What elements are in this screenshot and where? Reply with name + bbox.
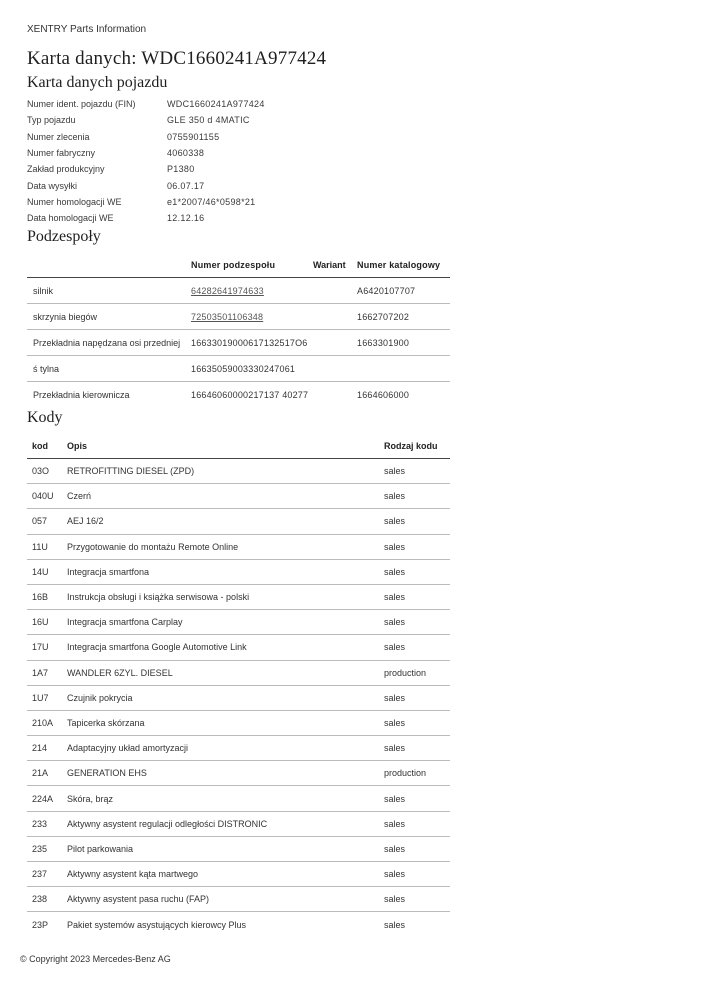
code-description: RETROFITTING DIESEL (ZPD) [67, 466, 195, 477]
code-type: sales [384, 592, 406, 603]
code-type: production [384, 768, 427, 779]
catalog-number: A6420107707 [357, 285, 416, 296]
table-row [27, 912, 450, 937]
code-description: Aktywny asystent regulacji odległości DISTRONIC [67, 818, 268, 829]
table-row [27, 686, 450, 711]
code-value: 16B [32, 592, 49, 603]
component-name: skrzynia biegów [33, 311, 98, 322]
code-type: sales [384, 541, 406, 552]
codes-table-header [27, 433, 450, 459]
code-value: 23P [32, 919, 49, 930]
info-value: 0755901155 [167, 131, 220, 142]
code-type: sales [384, 843, 406, 854]
catalog-number: 1663301900 [357, 337, 410, 348]
code-description: Integracja smartfona Carplay [67, 617, 183, 628]
code-value: 1U7 [32, 692, 49, 703]
components-table [27, 252, 450, 407]
info-value: 06.07.17 [167, 180, 205, 191]
table-row [27, 862, 450, 887]
code-value: 11U [32, 541, 48, 552]
page-title: Karta danych: WDC1660241A977424 [27, 48, 327, 69]
part-number: 16633019000617132517O6 [191, 337, 308, 348]
table-row [27, 610, 450, 635]
table-row [27, 585, 450, 610]
vehicle-info-list [27, 96, 427, 226]
code-type: sales [384, 894, 406, 905]
info-label: Numer ident. pojazdu (FIN) [27, 99, 136, 110]
info-value: GLE 350 d 4MATIC [167, 115, 250, 126]
component-name: Przekładnia napędzana osi przedniej [33, 337, 181, 348]
table-row [27, 535, 450, 560]
info-label: Data homologacji WE [27, 213, 114, 224]
table-row [27, 278, 450, 304]
part-number: 16646060000217137 40277 [191, 389, 309, 400]
info-label: Numer fabryczny [27, 148, 96, 159]
catalog-number: 1664606000 [357, 389, 410, 400]
catalog-number: 1662707202 [357, 311, 410, 322]
column-header-variant: Wariant [313, 259, 346, 270]
table-row [27, 304, 450, 330]
info-label: Numer zlecenia [27, 131, 90, 142]
code-type: production [384, 667, 427, 678]
code-value: 224A [32, 793, 54, 804]
table-row [27, 459, 450, 484]
table-row [27, 356, 450, 382]
code-description: GENERATION EHS [67, 768, 147, 779]
code-description: WANDLER 6ZYL. DIESEL [67, 667, 173, 678]
code-type: sales [384, 818, 406, 829]
column-header-code-type: Rodzaj kodu [384, 440, 438, 451]
table-row [27, 711, 450, 736]
code-type: sales [384, 869, 406, 880]
table-row [27, 837, 450, 862]
code-description: Czujnik pokrycia [67, 692, 133, 703]
copyright-footer: © Copyright 2023 Mercedes-Benz AG [20, 954, 171, 964]
code-value: 057 [32, 516, 48, 527]
table-row [27, 484, 450, 509]
code-type: sales [384, 617, 406, 628]
table-row [27, 761, 450, 786]
code-description: Adaptacyjny układ amortyzacji [67, 743, 189, 754]
code-type: sales [384, 466, 406, 477]
code-description: Instrukcja obsługi i książka serwisowa - polski [67, 592, 250, 603]
column-header-description: Opis [67, 440, 88, 451]
part-number-link[interactable]: 72503501106348 [191, 311, 264, 322]
column-header-catalog-number: Numer katalogowy [357, 259, 441, 270]
component-name: ś tylna [33, 363, 60, 374]
code-value: 14U [32, 566, 49, 577]
code-type: sales [384, 491, 406, 502]
table-row [27, 736, 450, 761]
info-value: 4060338 [167, 148, 205, 159]
info-row-ship-date [27, 177, 427, 193]
info-row-factory-number [27, 145, 427, 161]
code-type: sales [384, 516, 406, 527]
code-type: sales [384, 642, 406, 653]
code-description: Skóra, brąz [67, 793, 114, 804]
codes-table [27, 433, 450, 938]
code-description: AEJ 16/2 [67, 516, 104, 527]
code-type: sales [384, 793, 406, 804]
info-row-homologation-number [27, 194, 427, 210]
component-name: silnik [33, 285, 54, 296]
code-type: sales [384, 919, 406, 930]
info-value: P1380 [167, 164, 195, 175]
vehicle-section-heading: Karta danych pojazdu [27, 74, 168, 91]
info-label: Zakład produkcyjny [27, 164, 105, 175]
code-value: 233 [32, 818, 48, 829]
table-row [27, 887, 450, 912]
part-number: 16635059003330247061 [191, 363, 296, 374]
code-value: 238 [32, 894, 48, 905]
table-row [27, 509, 450, 534]
table-row [27, 560, 450, 585]
code-value: 040U [32, 491, 54, 502]
code-description: Integracja smartfona [67, 566, 150, 577]
code-value: 210A [32, 717, 54, 728]
components-table-header [27, 252, 450, 278]
app-header: XENTRY Parts Information [27, 24, 147, 35]
components-section-heading: Podzespoły [27, 228, 101, 245]
table-row [27, 635, 450, 660]
code-value: 237 [32, 869, 48, 880]
info-row-plant [27, 161, 427, 177]
component-name: Przekładnia kierownicza [33, 389, 130, 400]
info-row-fin [27, 96, 427, 112]
codes-section-heading: Kody [27, 409, 63, 426]
column-header-code: kod [32, 440, 49, 451]
code-value: 1A7 [32, 667, 49, 678]
table-row [27, 661, 450, 686]
table-row [27, 812, 450, 837]
info-value: 12.12.16 [167, 213, 205, 224]
code-description: Aktywny asystent kąta martwego [67, 869, 199, 880]
code-value: 235 [32, 843, 48, 854]
info-row-homologation-date [27, 210, 427, 226]
code-value: 16U [32, 617, 49, 628]
code-description: Pakiet systemów asystujących kierowcy Plus [67, 919, 247, 930]
table-row [27, 330, 450, 356]
info-row-order-number [27, 129, 427, 145]
info-label: Numer homologacji WE [27, 196, 122, 207]
code-value: 214 [32, 743, 48, 754]
code-type: sales [384, 717, 406, 728]
code-description: Czerń [67, 491, 92, 502]
code-description: Pilot parkowania [67, 843, 134, 854]
info-label: Data wysyłki [27, 180, 78, 191]
info-value: e1*2007/46*0598*21 [167, 196, 256, 207]
code-value: 21A [32, 768, 49, 779]
code-type: sales [384, 692, 406, 703]
info-value: WDC1660241A977424 [167, 99, 265, 110]
code-description: Tapicerka skórzana [67, 717, 145, 728]
column-header-part-number: Numer podzespołu [191, 259, 276, 270]
code-type: sales [384, 743, 406, 754]
code-description: Integracja smartfona Google Automotive Link [67, 642, 247, 653]
code-type: sales [384, 566, 406, 577]
code-value: 03O [32, 466, 50, 477]
table-row [27, 786, 450, 811]
part-number-link[interactable]: 64282641974633 [191, 285, 264, 296]
table-row [27, 382, 450, 407]
code-description: Aktywny asystent pasa ruchu (FAP) [67, 894, 210, 905]
code-value: 17U [32, 642, 49, 653]
code-description: Przygotowanie do montażu Remote Online [67, 541, 239, 552]
info-row-vehicle-type [27, 112, 427, 128]
info-label: Typ pojazdu [27, 115, 76, 126]
